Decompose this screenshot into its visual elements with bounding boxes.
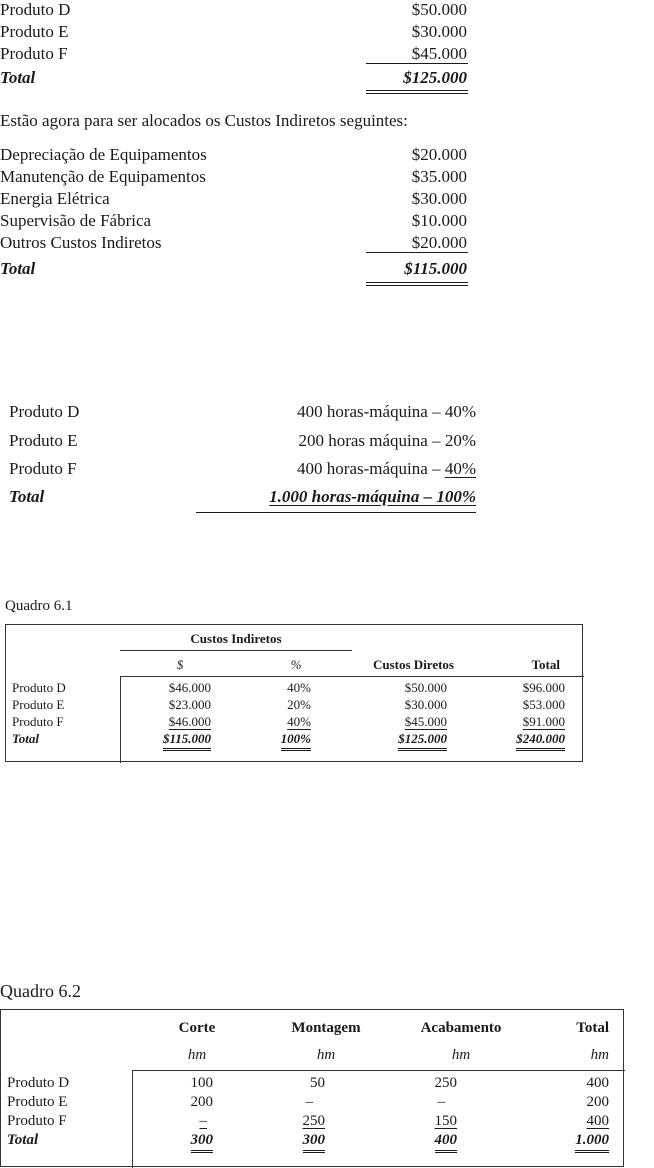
unit-label: hm [187,1047,207,1063]
machine-hours-label: Produto E [9,431,78,450]
indirect-cost-label: Outros Custos Indiretos [0,233,162,252]
col-header: Acabamento [420,1020,502,1036]
col-header: Total [576,1020,609,1036]
col-header: Corte [178,1020,216,1036]
table-row-label: Produto F [7,1113,67,1129]
total-double-rule [366,90,468,94]
machine-hours-label: Produto D [9,402,80,421]
table-row-label: Produto D [7,1075,70,1091]
direct-total-label: Total [0,68,36,87]
indirect-cost-value: $10.000 [411,211,467,230]
group-header-custos-indiretos: Custos Indiretos [190,631,282,646]
table-row-label: Produto D [12,680,66,695]
table-total-label: Total [12,731,39,746]
quadro-6-2-table [0,1009,624,1167]
table-cell: – [199,1113,207,1129]
table-row-label: Produto F [12,714,64,729]
table-cell: 200 [190,1094,213,1110]
indirect-cost-value: $20.000 [411,145,467,164]
table-cell: 50 [310,1075,325,1091]
table-cell: 150 [434,1113,457,1129]
direct-cost-label: Produto E [0,22,69,41]
direct-cost-label: Produto D [0,0,71,19]
subtotal-rule [366,252,468,253]
table-cell: 400 [586,1075,609,1091]
row-label-divider [120,676,121,763]
indirect-total-value: $115.000 [404,259,467,278]
table-total-cell: $125.000 [398,731,447,751]
indirect-cost-label: Depreciação de Equipamentos [0,145,207,164]
table-cell: 40% [287,680,311,695]
header-rule [120,676,584,677]
table-cell: 200 [586,1094,609,1110]
table-total-cell: 300 [191,1131,214,1153]
table-cell: 20% [287,697,311,712]
unit-label: hm [316,1047,336,1063]
table-cell: 40% [287,714,311,729]
machine-hours-value: 400 horas-máquina – 40% [297,402,476,421]
table-total-cell: 1.000 [575,1131,609,1153]
table-cell: $46.000 [168,680,211,695]
direct-cost-label: Produto F [0,44,68,63]
table-cell: $53.000 [522,697,565,712]
indirect-cost-label: Energia Elétrica [0,189,110,208]
unit-label: hm [451,1047,471,1063]
table-total-cell: 300 [303,1131,326,1153]
subtotal-rule [366,63,468,64]
table-row-label: Produto E [12,697,65,712]
table-cell: $30.000 [404,697,447,712]
table-total-cell: 100% [281,731,311,751]
machine-hours-total-value: 1.000 horas-máquina – 100% [269,487,476,506]
indirect-cost-value: $20.000 [411,233,467,252]
col-header: $ [176,657,184,672]
machine-hours-total-label: Total [9,487,45,506]
intro-text: Estão agora para ser alocados os Custos Indiretos seguintes: [0,111,408,130]
indirect-cost-label: Manutenção de Equipamentos [0,167,206,186]
col-header: Total [531,657,560,672]
table-cell: 400 [586,1113,609,1129]
indirect-cost-value: $30.000 [411,189,467,208]
table-cell: $50.000 [404,680,447,695]
table-cell: $96.000 [522,680,565,695]
col-header: Custos Diretos [372,657,454,672]
quadro-6-1-caption: Quadro 6.1 [5,598,73,614]
machine-hours-label: Produto F [9,459,77,478]
table-total-cell: $240.000 [516,731,565,751]
header-rule [132,1070,625,1071]
indirect-total-label: Total [0,259,36,278]
table-total-cell: $115.000 [163,731,211,751]
indirect-cost-label: Supervisão de Fábrica [0,211,152,230]
table-cell: – [305,1094,313,1110]
unit-label: hm [590,1047,609,1063]
table-cell: – [437,1094,445,1110]
direct-cost-value: $30.000 [411,22,467,41]
col-header: % [290,657,302,672]
machine-hours-value: 200 horas máquina – 20% [298,431,476,450]
total-double-rule [196,512,476,513]
table-total-cell: 400 [435,1131,458,1153]
group-header-rule [120,650,352,651]
row-label-divider [132,1070,133,1168]
table-row-label: Produto E [7,1094,68,1110]
table-cell: 100 [190,1075,213,1091]
table-cell: $91.000 [522,714,565,729]
col-header: Montagem [291,1020,361,1036]
direct-cost-value: $50.000 [411,0,467,19]
quadro-6-1-table [5,624,583,762]
table-cell: 250 [434,1075,457,1091]
quadro-6-2-caption: Quadro 6.2 [0,981,81,1001]
table-total-label: Total [7,1132,39,1148]
direct-cost-value: $45.000 [411,44,467,63]
direct-total-value: $125.000 [403,68,467,87]
table-cell: $23.000 [168,697,211,712]
total-double-rule [366,282,468,286]
machine-hours-value: 400 horas-máquina – 40% [297,459,476,478]
table-cell: $46.000 [168,714,211,729]
table-cell: $45.000 [404,714,447,729]
indirect-cost-value: $35.000 [411,167,467,186]
table-cell: 250 [302,1113,325,1129]
